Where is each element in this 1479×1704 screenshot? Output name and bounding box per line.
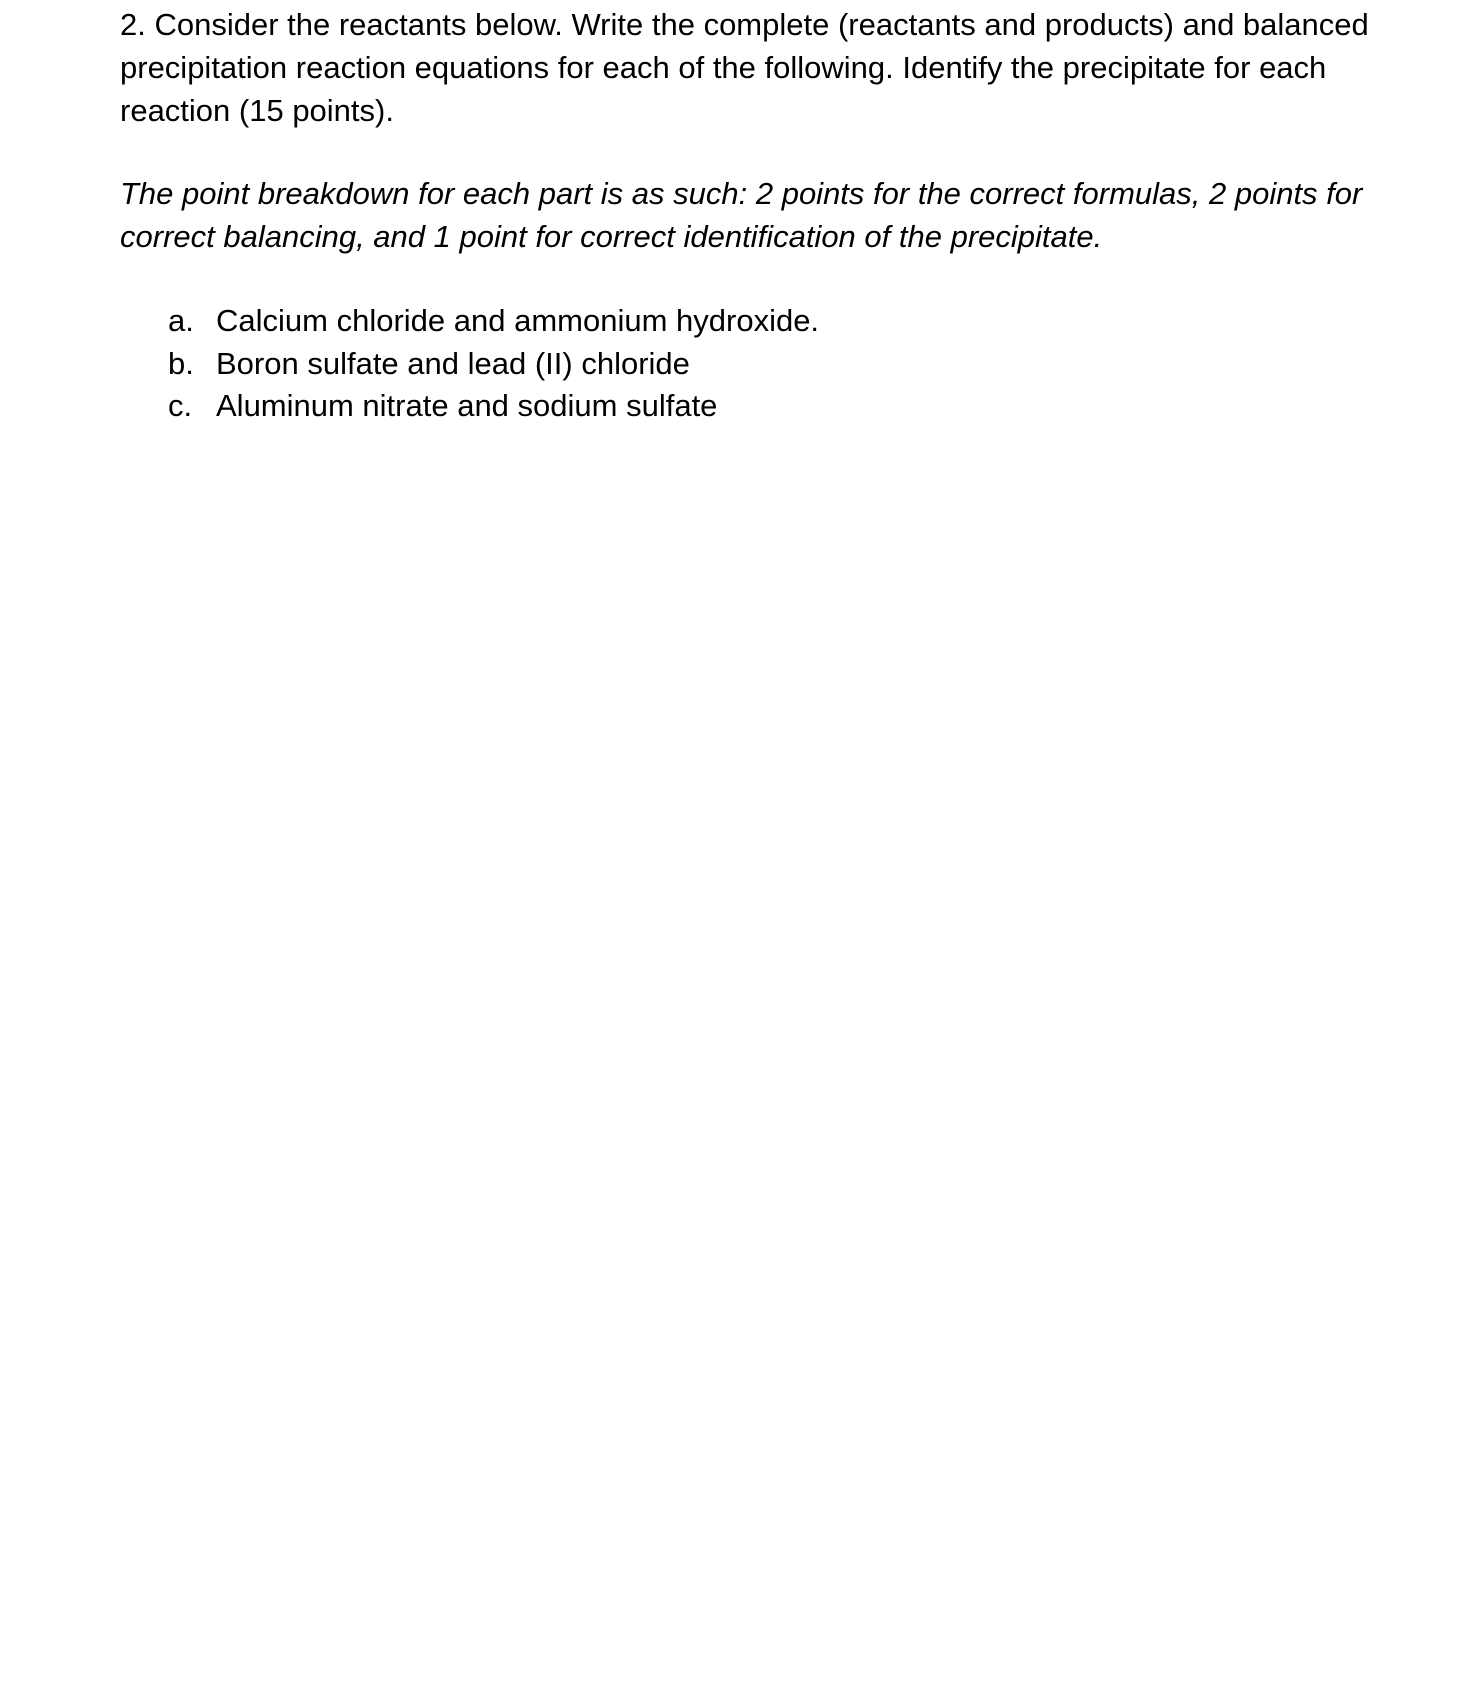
- list-marker: b.: [168, 345, 194, 381]
- list-item-text: Aluminum nitrate and sodium sulfate: [216, 388, 718, 423]
- point-breakdown-note: The point breakdown for each part is as such: 2 points for the correct formulas, 2 points for correct balancing, and 1 point for correct identification of the precipitate.: [120, 176, 1363, 254]
- list-marker: c.: [168, 388, 193, 423]
- list-item-part-b: [120, 343, 819, 386]
- list-item-part-a: [120, 300, 819, 343]
- list-item-text: Calcium chloride and ammonium hydroxide.: [216, 303, 820, 338]
- list-item-part-c: [120, 385, 819, 428]
- list-item-text: Boron sulfate and lead (II) chloride: [216, 345, 690, 381]
- list-marker: a.: [168, 303, 194, 338]
- reactant-parts-list: [120, 300, 819, 428]
- question-prompt: 2. Consider the reactants below. Write the complete (reactants and products) and balanced precipitation reaction equations for each of the following. Identify the precipitate for each reaction (15 points).: [120, 7, 1369, 128]
